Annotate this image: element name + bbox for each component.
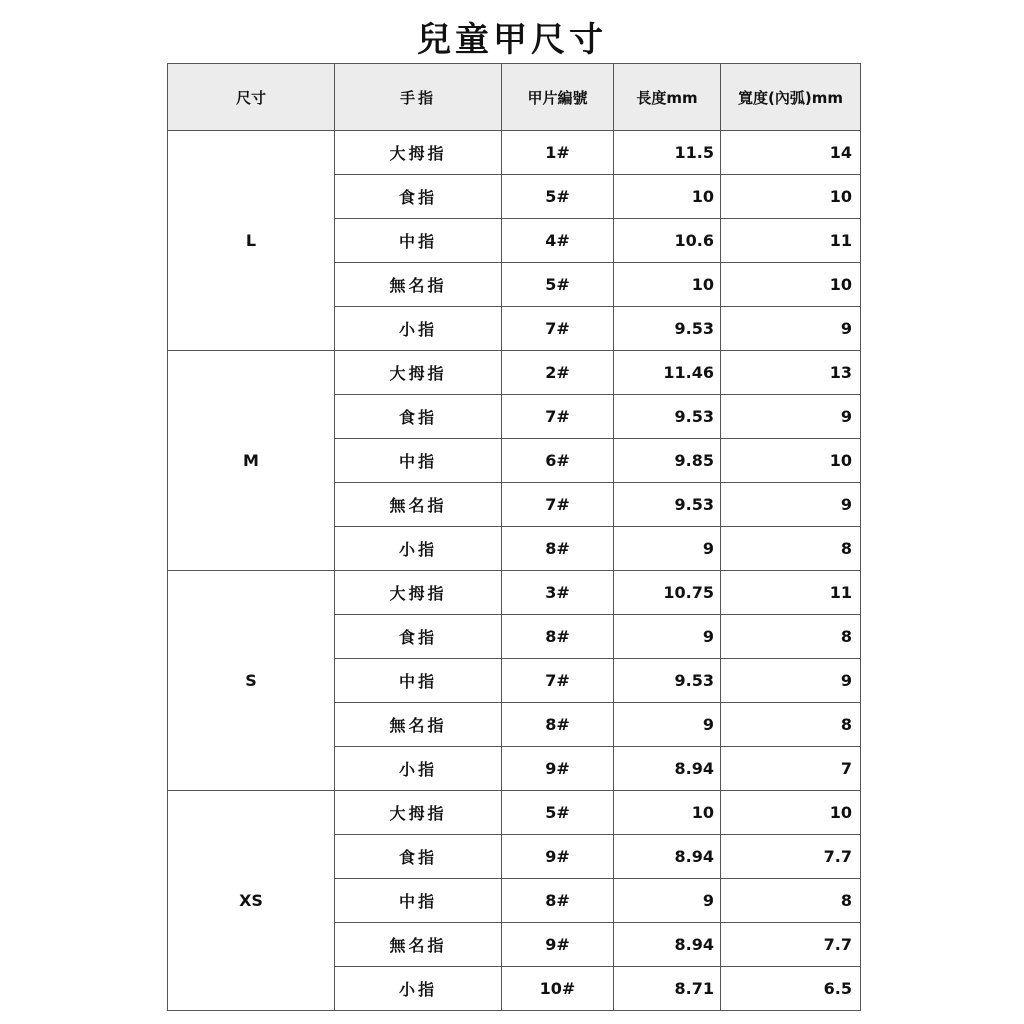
width-cell: 10 [721, 263, 861, 307]
length-cell: 9.53 [614, 483, 721, 527]
length-cell: 8.94 [614, 923, 721, 967]
width-cell: 7 [721, 747, 861, 791]
length-cell: 10 [614, 263, 721, 307]
table-row [168, 351, 861, 395]
tip-number-cell: 5# [502, 175, 614, 219]
finger-cell: 無名指 [335, 703, 502, 747]
finger-cell: 小指 [335, 527, 502, 571]
width-cell: 14 [721, 131, 861, 175]
finger-cell: 食指 [335, 835, 502, 879]
width-cell: 8 [721, 615, 861, 659]
length-cell: 10 [614, 791, 721, 835]
tip-number-cell: 7# [502, 395, 614, 439]
width-cell: 9 [721, 659, 861, 703]
header-size: 尺寸 [168, 64, 335, 131]
header-length: 長度mm [614, 64, 721, 131]
finger-cell: 無名指 [335, 263, 502, 307]
length-cell: 9.53 [614, 307, 721, 351]
header-tip-number: 甲片編號 [502, 64, 614, 131]
table-row [168, 571, 861, 615]
finger-cell: 大拇指 [335, 351, 502, 395]
finger-cell: 食指 [335, 395, 502, 439]
finger-cell: 中指 [335, 219, 502, 263]
length-cell: 9.85 [614, 439, 721, 483]
length-cell: 10 [614, 175, 721, 219]
size-cell: S [168, 571, 335, 791]
finger-cell: 無名指 [335, 483, 502, 527]
length-cell: 9.53 [614, 659, 721, 703]
length-cell: 9 [614, 879, 721, 923]
finger-cell: 大拇指 [335, 791, 502, 835]
width-cell: 7.7 [721, 835, 861, 879]
size-cell: M [168, 351, 335, 571]
finger-cell: 中指 [335, 879, 502, 923]
table-body [168, 131, 861, 1011]
tip-number-cell: 1# [502, 131, 614, 175]
table-row [168, 131, 861, 175]
finger-cell: 中指 [335, 659, 502, 703]
width-cell: 11 [721, 571, 861, 615]
finger-cell: 小指 [335, 307, 502, 351]
tip-number-cell: 9# [502, 747, 614, 791]
length-cell: 8.71 [614, 967, 721, 1011]
finger-cell: 大拇指 [335, 131, 502, 175]
length-cell: 10.6 [614, 219, 721, 263]
width-cell: 9 [721, 483, 861, 527]
length-cell: 10.75 [614, 571, 721, 615]
tip-number-cell: 5# [502, 263, 614, 307]
finger-cell: 小指 [335, 747, 502, 791]
finger-cell: 無名指 [335, 923, 502, 967]
length-cell: 9 [614, 703, 721, 747]
tip-number-cell: 8# [502, 703, 614, 747]
tip-number-cell: 6# [502, 439, 614, 483]
width-cell: 10 [721, 439, 861, 483]
width-cell: 8 [721, 527, 861, 571]
width-cell: 9 [721, 307, 861, 351]
tip-number-cell: 8# [502, 879, 614, 923]
tip-number-cell: 9# [502, 923, 614, 967]
finger-cell: 食指 [335, 175, 502, 219]
table-header [168, 64, 861, 131]
width-cell: 10 [721, 175, 861, 219]
length-cell: 8.94 [614, 835, 721, 879]
tip-number-cell: 5# [502, 791, 614, 835]
length-cell: 9.53 [614, 395, 721, 439]
tip-number-cell: 2# [502, 351, 614, 395]
width-cell: 10 [721, 791, 861, 835]
tip-number-cell: 7# [502, 307, 614, 351]
tip-number-cell: 10# [502, 967, 614, 1011]
tip-number-cell: 8# [502, 527, 614, 571]
finger-cell: 中指 [335, 439, 502, 483]
finger-cell: 小指 [335, 967, 502, 1011]
length-cell: 8.94 [614, 747, 721, 791]
length-cell: 9 [614, 615, 721, 659]
width-cell: 11 [721, 219, 861, 263]
tip-number-cell: 4# [502, 219, 614, 263]
header-row [168, 64, 861, 131]
tip-number-cell: 3# [502, 571, 614, 615]
finger-cell: 食指 [335, 615, 502, 659]
page-title: 兒童甲尺寸 [417, 20, 607, 60]
size-table [167, 63, 861, 1011]
width-cell: 8 [721, 879, 861, 923]
header-finger: 手指 [335, 64, 502, 131]
header-width: 寬度(內弧)mm [721, 64, 861, 131]
length-cell: 9 [614, 527, 721, 571]
tip-number-cell: 7# [502, 659, 614, 703]
width-cell: 7.7 [721, 923, 861, 967]
table-row [168, 791, 861, 835]
tip-number-cell: 8# [502, 615, 614, 659]
width-cell: 13 [721, 351, 861, 395]
finger-cell: 大拇指 [335, 571, 502, 615]
length-cell: 11.5 [614, 131, 721, 175]
width-cell: 8 [721, 703, 861, 747]
width-cell: 9 [721, 395, 861, 439]
size-cell: L [168, 131, 335, 351]
size-cell: XS [168, 791, 335, 1011]
length-cell: 11.46 [614, 351, 721, 395]
tip-number-cell: 7# [502, 483, 614, 527]
tip-number-cell: 9# [502, 835, 614, 879]
width-cell: 6.5 [721, 967, 861, 1011]
